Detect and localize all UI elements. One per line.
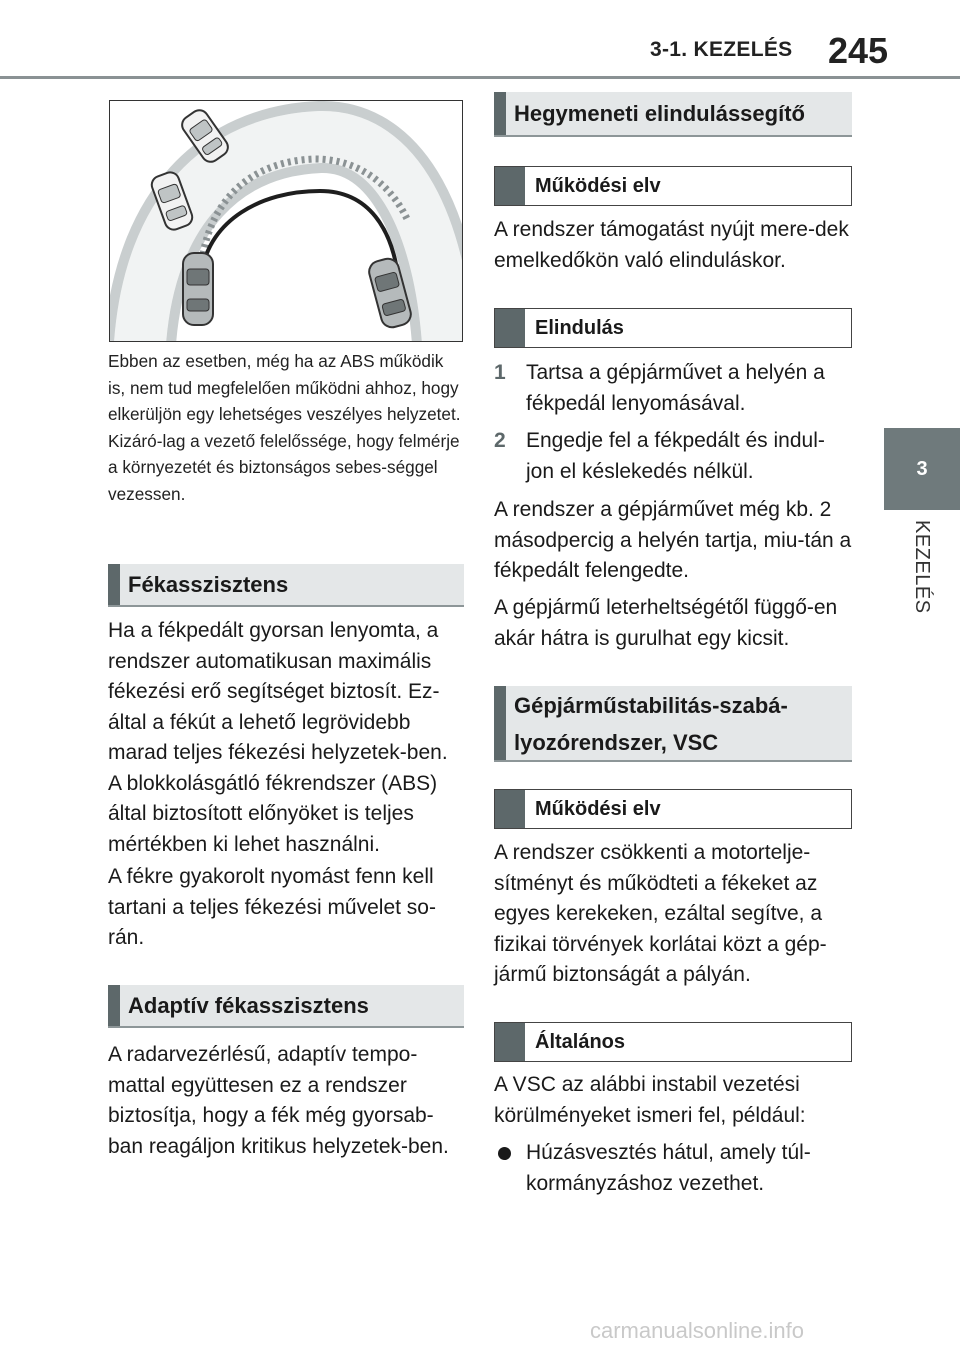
subsection-general: Általános (494, 1022, 852, 1062)
section-adaptive-brake-assist (108, 985, 464, 1028)
curve-skid-illustration (109, 100, 463, 342)
section-title: Hegymeneti elindulássegítő (514, 101, 805, 126)
vsc-general-text: A VSC az alábbi instabil vezetési körülményeket ismeri fel, például: (494, 1073, 806, 1127)
subsection-start: Elindulás (494, 308, 852, 348)
hill-start-paragraph-1: A rendszer a gépjárművet még kb. 2 másodpercig a helyén tartja, miu-tán a fékpedált felengedte. (494, 498, 852, 582)
adaptive-brake-assist-paragraph: A radarvezérlésű, adaptív tempo-mattal együttesen ez a rendszer biztosítja, hogy a fék még gyorsab-ban reagáljon kritikus helyzetek-ben. (108, 1043, 449, 1158)
hill-start-principle-text: A rendszer támogatást nyújt mere-dek emelkedőkön való elinduláskor. (494, 218, 849, 272)
vsc-bullet-item: Húzásvesztés hátul, amely túl-kormányzáshoz vezethet. (494, 1138, 852, 1199)
header-divider (0, 76, 960, 79)
chapter-tab[interactable] (884, 428, 960, 510)
brake-assist-paragraph-2: A fékre gyakorolt nyomást fenn kell tartani a teljes fékezési művelet so-rán. (108, 865, 436, 949)
brake-assist-paragraph: Ha a fékpedált gyorsan lenyomta, a rendszer automatikusan maximális fékezési erő segítséget biztosít. Ez-által a fékút a lehető legrövidebb marad teljes fékezési helyzetek-ben. A blokkolásgátló fékrendszer (ABS) által biztosított előnyöket is teljes mértékben ki lehet használni. (108, 619, 448, 856)
figure-caption: Ebben az esetben, még ha az ABS működik is, nem tud megfelelően működni ahhoz, hogy elkerüljön egy lehetséges veszélyes helyzetet. Kizáró-lag a vezető felelőssége, hogy felmérje a környezetét és biztonságos sebes-séggel vezessen. (108, 351, 461, 504)
section-title: Adaptív fékasszisztens (128, 993, 369, 1018)
section-vsc (494, 686, 852, 762)
watermark: carmanualsonline.info (590, 1318, 805, 1343)
section-title: Fékasszisztens (128, 572, 289, 597)
section-title: Gépjárműstabilitás-szabá-lyozórendszer, VSC (514, 693, 788, 755)
chapter-number: 3 (916, 457, 928, 480)
section-brake-assist (108, 564, 464, 607)
subsection-hill-start-principle: Működési elv (494, 166, 852, 206)
chapter-label: KEZELÉS (911, 520, 933, 614)
step-2: 2 Engedje fel a fékpedált és indul-jon el késlekedés nélkül. (494, 429, 825, 483)
car-start (183, 253, 213, 325)
vsc-principle-text: A rendszer csökkenti a motortelje-sítményt és működteti a fékeket az egyes kerekeken, ezáltal segítve, a fizikai törvények korlátai közt a gép-jármű biztonságát a pályán. (494, 841, 827, 986)
section-title: 3-1. KEZELÉS (650, 38, 793, 61)
section-hill-start (494, 92, 852, 137)
step-1: 1 Tartsa a gépjárművet a helyén a fékpedál lenyomásával. (494, 361, 825, 415)
road-curve-diagram (110, 101, 463, 342)
page-number: 245 (828, 30, 889, 71)
subsection-vsc-principle: Működési elv (494, 789, 852, 829)
hill-start-paragraph-2: A gépjármű leterheltségétől függő-en akár hátra is gurulhat egy kicsit. (494, 596, 838, 650)
